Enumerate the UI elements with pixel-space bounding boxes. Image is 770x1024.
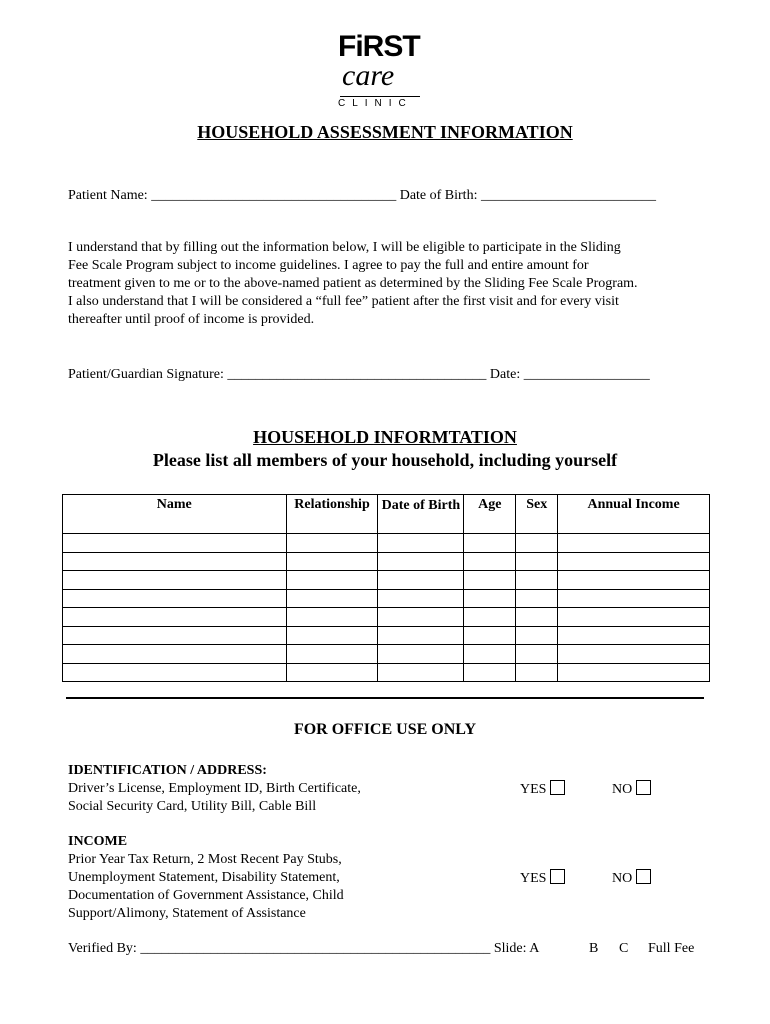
income-line: Unemployment Statement, Disability Statement, [68,870,340,885]
household-table [62,494,710,682]
income-yes-option[interactable] [520,869,565,888]
table-cell[interactable] [464,626,516,645]
table-row [63,534,710,553]
income-no-option[interactable] [612,869,651,888]
table-cell[interactable] [464,589,516,608]
id-no-label: NO [612,782,633,797]
logo-care-text: care [342,59,395,92]
id-no-option[interactable] [612,780,651,799]
table-cell[interactable] [286,663,378,682]
statement-line: I also understand that I will be considered a “full fee” patient after the first visit and for every visit [68,294,619,309]
table-cell[interactable] [558,663,710,682]
consent-statement [68,239,708,329]
table-cell[interactable] [63,534,287,553]
table-cell[interactable] [558,645,710,664]
table-cell[interactable] [378,589,464,608]
household-subtitle: Please list all members of your household, including yourself [152,450,618,470]
dob-field[interactable]: _________________________ [480,188,656,203]
table-cell[interactable] [516,663,558,682]
table-cell[interactable] [464,571,516,590]
logo-first-text: FiRST [338,30,420,63]
table-cell[interactable] [464,608,516,627]
table-cell[interactable] [516,571,558,590]
col-income-header: Annual Income [558,495,710,534]
household-table-body [63,534,710,682]
table-cell[interactable] [516,608,558,627]
table-cell[interactable] [464,534,516,553]
col-dob-header: Date of Birth [378,495,464,534]
table-cell[interactable] [516,589,558,608]
table-cell[interactable] [464,645,516,664]
table-cell[interactable] [516,626,558,645]
col-sex-header: Sex [516,495,558,534]
table-cell[interactable] [378,552,464,571]
table-row [63,571,710,590]
table-cell[interactable] [63,608,287,627]
table-cell[interactable] [464,663,516,682]
table-cell[interactable] [558,534,710,553]
id-yes-label: YES [520,782,547,797]
slide-full-fee-option[interactable]: Full Fee [648,941,695,956]
statement-line: treatment given to me or to the above-named patient as determined by the Sliding Fee Scale Program. [68,276,638,291]
table-cell[interactable] [63,552,287,571]
income-yes-label: YES [520,871,547,886]
signature-line [68,366,650,384]
table-cell[interactable] [516,552,558,571]
col-age-header: Age [464,495,516,534]
verified-by-field[interactable]: __________________________________________________ [140,941,491,956]
table-cell[interactable] [286,534,378,553]
id-yes-checkbox[interactable] [550,780,565,795]
patient-name-field[interactable]: ___________________________________ [151,188,397,203]
table-cell[interactable] [63,663,287,682]
logo-rule [340,96,420,97]
household-title: HOUSEHOLD INFORMTATION [253,427,517,447]
clinic-logo [330,30,430,110]
identification-line: Driver’s License, Employment ID, Birth Certificate, [68,781,361,796]
table-cell[interactable] [558,571,710,590]
table-row [63,626,710,645]
income-heading: INCOME [68,834,128,849]
id-yes-option[interactable] [520,780,565,799]
income-no-checkbox[interactable] [636,869,651,884]
table-cell[interactable] [464,552,516,571]
date-label: Date: [489,367,521,382]
slide-b-option[interactable]: B [589,941,599,956]
patient-name-line [68,187,656,205]
section-divider [66,697,704,699]
table-row [63,645,710,664]
id-no-checkbox[interactable] [636,780,651,795]
table-header-row [63,495,710,534]
table-row [63,552,710,571]
table-cell[interactable] [378,534,464,553]
date-field[interactable]: __________________ [523,367,650,382]
table-cell[interactable] [558,552,710,571]
verified-by-line [68,940,539,958]
table-cell[interactable] [378,571,464,590]
table-cell[interactable] [516,645,558,664]
income-line: Support/Alimony, Statement of Assistance [68,906,306,921]
table-cell[interactable] [378,663,464,682]
table-cell[interactable] [63,589,287,608]
table-cell[interactable] [286,589,378,608]
dob-label: Date of Birth: [399,188,478,203]
statement-line: Fee Scale Program subject to income guidelines. I agree to pay the full and entire amount for [68,258,589,273]
patient-name-label: Patient Name: [68,188,148,203]
col-relationship-header: Relationship [286,495,378,534]
table-row [63,589,710,608]
table-cell[interactable] [378,626,464,645]
identification-heading: IDENTIFICATION / ADDRESS: [68,763,267,778]
table-cell[interactable] [378,608,464,627]
table-cell[interactable] [286,645,378,664]
table-cell[interactable] [286,571,378,590]
statement-line: I understand that by filling out the information below, I will be eligible to participate in the Sliding [68,240,621,255]
income-line: Documentation of Government Assistance, Child [68,888,344,903]
table-cell[interactable] [286,608,378,627]
page-title: HOUSEHOLD ASSESSMENT INFORMATION [197,122,573,142]
table-cell[interactable] [63,571,287,590]
income-yes-checkbox[interactable] [550,869,565,884]
table-row [63,663,710,682]
table-cell[interactable] [63,645,287,664]
verified-by-label: Verified By: [68,941,137,956]
income-no-label: NO [612,871,633,886]
income-line: Prior Year Tax Return, 2 Most Recent Pay Stubs, [68,852,342,867]
signature-field[interactable]: _____________________________________ [227,367,487,382]
table-cell[interactable] [63,626,287,645]
table-cell[interactable] [286,552,378,571]
slide-a-option[interactable]: Slide: A [493,941,540,956]
table-cell[interactable] [286,626,378,645]
table-cell[interactable] [516,534,558,553]
office-use-title: FOR OFFICE USE ONLY [293,721,477,738]
table-cell[interactable] [558,626,710,645]
identification-line: Social Security Card, Utility Bill, Cable Bill [68,799,317,814]
table-cell[interactable] [558,589,710,608]
signature-label: Patient/Guardian Signature: [68,367,224,382]
statement-line: thereafter until proof of income is provided. [68,312,315,327]
col-name-header: Name [63,495,287,534]
logo-clinic-text: CLINIC [338,98,413,109]
table-cell[interactable] [378,645,464,664]
slide-c-option[interactable]: C [619,941,629,956]
table-cell[interactable] [558,608,710,627]
table-row [63,608,710,627]
